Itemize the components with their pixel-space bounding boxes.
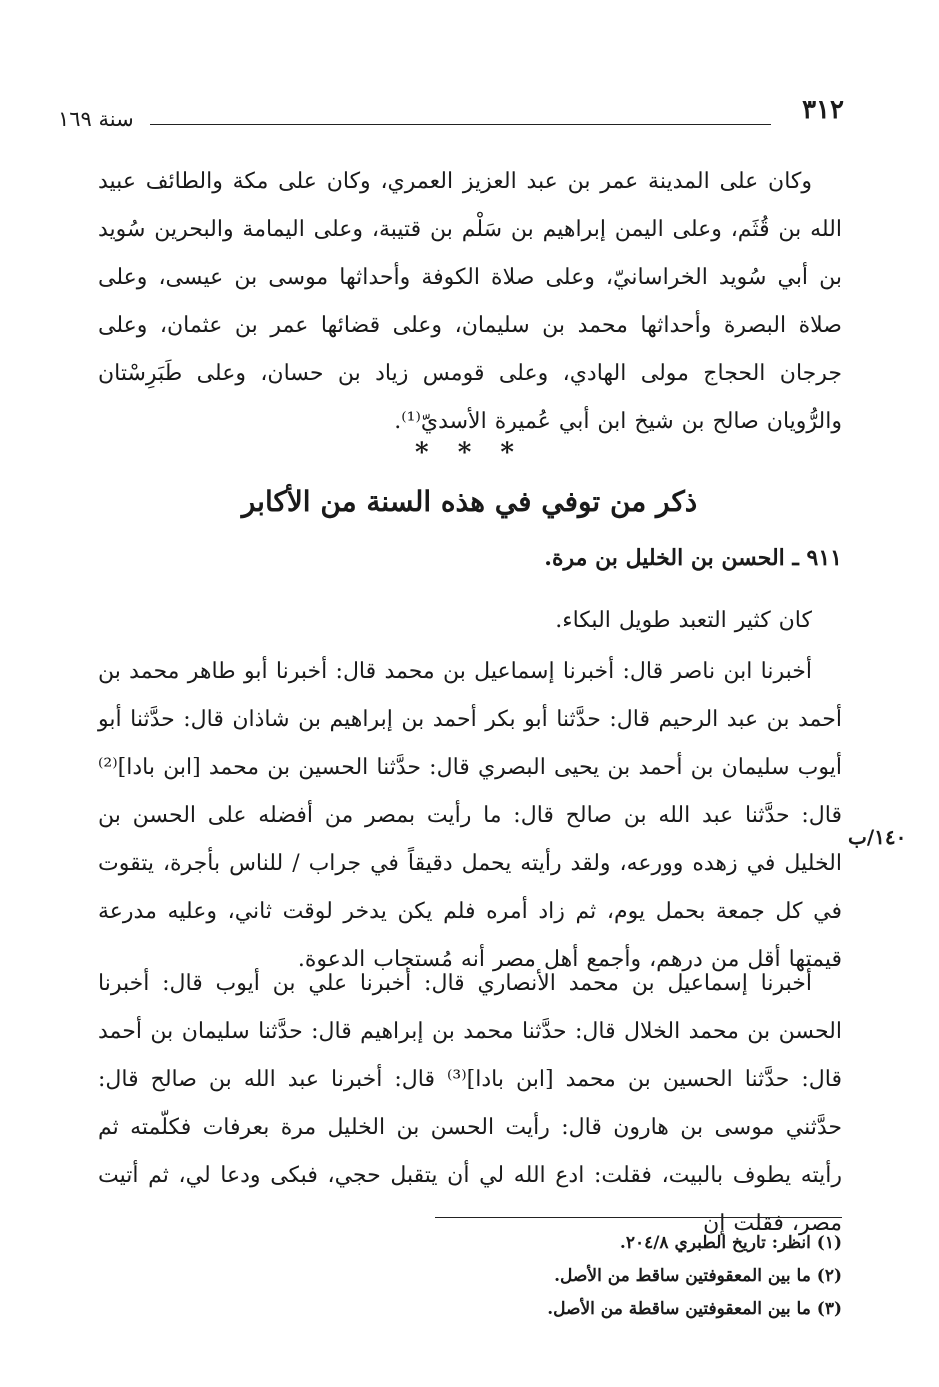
paragraph-narration-1 bbox=[98, 648, 842, 984]
paragraph-narration-1-text: أخبرنا ابن ناصر قال: أخبرنا إسماعيل بن محمد قال: أخبرنا أبو طاهر محمد بن أحمد بن عبد الرحيم قال: حدَّثنا أبو بكر أحمد بن إبراهيم بن شاذان قال: حدَّثنا أبو أيوب سليمان بن أحمد بن يحيى البصري قال: حدَّثنا الحسين بن محمد [ابن بادا]⁽²⁾ قال: حدَّثنا عبد الله بن صالح قال: ما رأيت بمصر من أفضله على الحسن بن الخليل في زهده وورعه، ولقد رأيته يحمل دقيقاً في جراب / للناس بأجرة، يتقوت في كل جمعة بحمل يوم، ثم زاد أمره فلم يكن يدخر لوقت ثاني، وعليه مدرعة قيمتها أقل من درهم، وأجمع أهل مصر أنه مُستجاب الدعوة. bbox=[98, 659, 842, 972]
footnote-rule bbox=[435, 1217, 842, 1218]
page-number: ٣١٢ bbox=[802, 95, 844, 125]
header-rule bbox=[150, 124, 771, 125]
section-separator: * * * bbox=[415, 438, 524, 468]
paragraph-narration-2 bbox=[98, 960, 842, 1248]
paragraph-narration-2-text: أخبرنا إسماعيل بن محمد الأنصاري قال: أخبرنا علي بن أيوب قال: أخبرنا الحسن بن محمد الخلال قال: حدَّثنا محمد بن إبراهيم قال: حدَّثنا سليمان بن أحمد قال: حدَّثنا الحسين بن محمد [ابن بادا]⁽³⁾ قال: أخبرنا عبد الله بن صالح قال: حدَّثني موسى بن هارون قال: رأيت الحسن بن الخليل مرة بعرفات فكلّمته ثم رأيته يطوف بالبيت، فقلت: ادع الله لي أن يتقبل حجي، فبكى ودعا لي، ثم أتيت مصر، فقلت إن bbox=[98, 971, 842, 1236]
footnote-2: (٢) ما بين المعقوفتين ساقط من الأصل. bbox=[554, 1266, 842, 1286]
footnotes bbox=[98, 1227, 842, 1326]
paragraph-description bbox=[98, 597, 842, 645]
manuscript-folio-note: ١٤٠/ب bbox=[848, 825, 907, 849]
running-title: سنة ١٦٩ bbox=[58, 107, 134, 131]
footnote-1: (١) انظر: تاريخ الطبري ٢٠٤/٨. bbox=[619, 1233, 842, 1253]
footnote-3: (٣) ما بين المعقوفتين ساقطة من الأصل. bbox=[547, 1299, 842, 1319]
paragraph-description-text: كان كثير التعبد طويل البكاء. bbox=[555, 608, 812, 633]
paragraph-governors bbox=[98, 158, 842, 446]
paragraph-governors-text: وكان على المدينة عمر بن عبد العزيز العمري، وكان على مكة والطائف عبيد الله بن قُثَم، وعلى اليمن إبراهيم بن سَلْم بن قتيبة، وعلى اليمامة والبحرين سُويد بن أبي سُويد الخراسانيّ، وعلى صلاة الكوفة وأحداثها موسى بن عيسى، وعلى صلاة البصرة وأحداثها محمد بن سليمان، وعلى قضائها عمر بن عثمان، وعلى جرجان الحجاج مولى الهادي، وعلى قومس زياد بن حسان، وعلى طَبَرِسْتان والرُّويان صالح بن شيخ ابن أبي عُميرة الأسديّ⁽¹⁾. bbox=[98, 169, 842, 434]
section-title: ذكر من توفي في هذه السنة من الأكابر bbox=[241, 485, 698, 518]
entry-title: ٩١١ ـ الحسن بن الخليل بن مرة. bbox=[544, 545, 842, 571]
